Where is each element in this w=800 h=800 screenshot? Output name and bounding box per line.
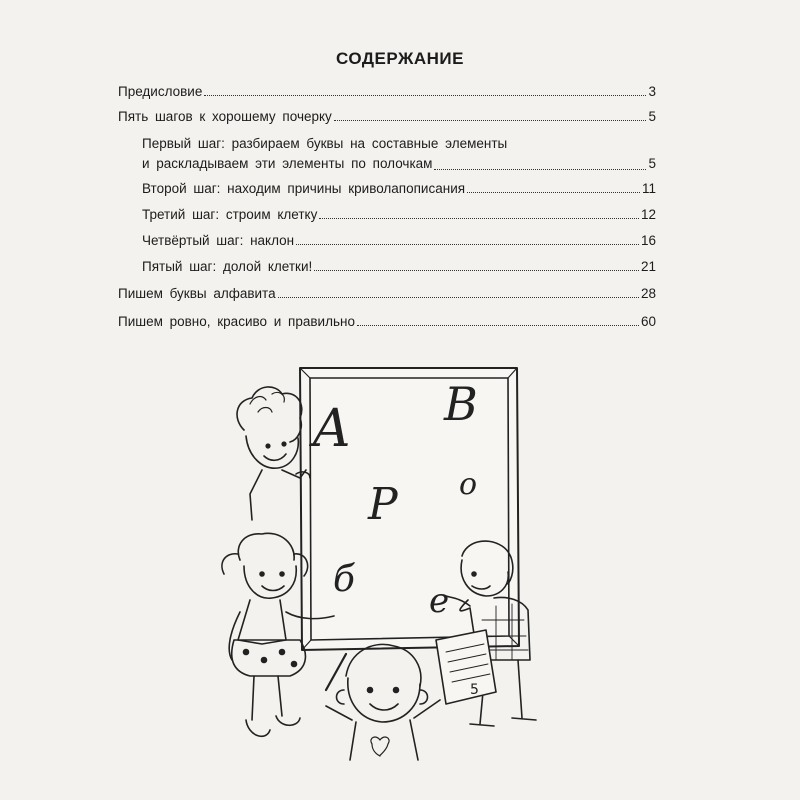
toc-page-number: 60 [640,314,656,329]
toc-page-number: 16 [640,233,656,248]
toc-page-number: 11 [641,181,656,196]
center-boy-figure [326,644,440,760]
letter-r: Р [368,479,398,530]
toc-page-number: 3 [648,84,656,99]
toc-page-number: 21 [640,259,656,274]
letter-a: А [312,399,352,459]
toc-entry-label: Пять шагов к хорошему почерку [118,109,332,124]
toc-page-number: 5 [648,109,656,124]
toc-entry-label: Пишем буквы алфавита [118,286,276,301]
letter-e: е [429,581,450,621]
paper-number: 5 [470,682,479,698]
toc-page-number: 12 [640,207,656,222]
toc-entry-label: Предисловие [118,84,203,99]
toc-entry-label: Четвёртый шаг: наклон [142,233,295,248]
curly-boy-figure [237,387,310,520]
toc-page-number: 5 [648,156,656,171]
letter-v: В [444,377,478,431]
toc-entry-label: Третий шаг: строим клетку [142,207,318,222]
toc-entry-label-line2: и раскладываем эти элементы по полочкам [142,156,433,171]
toc-entry-label: Пишем ровно, красиво и правильно [118,314,355,329]
toc-page-number: 28 [640,286,656,301]
letter-b: б [333,559,355,600]
toc-entry-label-line1: Первый шаг: разбираем буквы на составные элементы [142,136,508,151]
page-title: СОДЕРЖАНИЕ [336,49,464,68]
toc-entry-label: Второй шаг: находим причины криволапописания [142,181,466,196]
letter-o: о [459,467,478,502]
toc-entry-label: Пятый шаг: долой клетки! [142,259,313,274]
